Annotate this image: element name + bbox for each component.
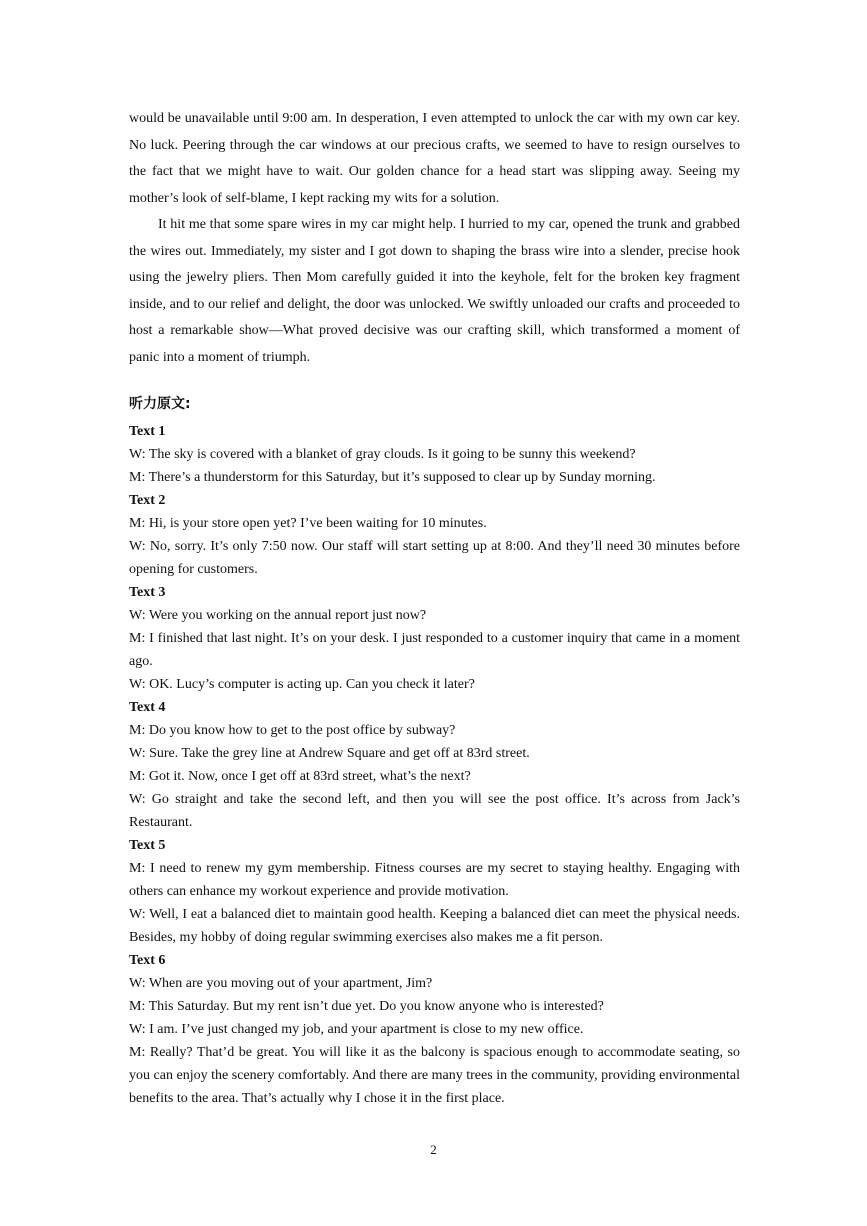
dialogue-line: W: When are you moving out of your apartment, Jim? <box>129 976 433 991</box>
dialogue-line: W: The sky is covered with a blanket of gray clouds. Is it going to be sunny this weekend? <box>129 447 636 462</box>
dialogue-line: W: Well, I eat a balanced diet to maintain good health. Keeping a balanced diet can meet the physical needs. Besides, my hobby of doing regular swimming exercises also makes me a fit person. <box>129 907 740 945</box>
text-heading: Text 1 <box>129 424 166 439</box>
dialogue-line: W: Were you working on the annual report just now? <box>129 608 427 623</box>
dialogue-line: M: Really? That’d be great. You will like it as the balcony is spacious enough to accommodate seating, so you can enjoy the scenery comfortably. And there are many trees in the community, providing environmental benefits to the area. That’s actually why I chose it in the first place. <box>129 1045 740 1106</box>
dialogue-line: M: This Saturday. But my rent isn’t due yet. Do you know anyone who is interested? <box>129 999 604 1014</box>
dialogue-line: W: Go straight and take the second left, and then you will see the post office. It’s across from Jack’s Restaurant. <box>129 792 740 830</box>
transcript-title: 听力原文: <box>129 396 191 412</box>
story-paragraph-2: It hit me that some spare wires in my car might help. I hurried to my car, opened the trunk and grabbed the wires out. Immediately, my sister and I got down to shaping the brass wire into a slender, precise hook using the jewelry pliers. Then Mom carefully guided it into the keyhole, felt for the broken key fragment inside, and to our relief and delight, the door was unlocked. We swiftly unloaded our crafts and proceeded to host a remarkable show—What proved decisive was our crafting skill, which transformed a moment of panic into a moment of triumph. <box>129 217 740 365</box>
dialogue-line: W: I am. I’ve just changed my job, and your apartment is close to my new office. <box>129 1022 584 1037</box>
text-section-3 <box>129 581 740 696</box>
dialogue-line: W: OK. Lucy’s computer is acting up. Can you check it later? <box>129 677 475 692</box>
listening-transcript <box>129 393 740 1110</box>
page-number: 2 <box>430 1142 437 1157</box>
text-section-5 <box>129 834 740 949</box>
dialogue-line: M: I need to renew my gym membership. Fitness courses are my secret to staying healthy. Engaging with others can enhance my workout experience and provide motivation. <box>129 861 740 899</box>
dialogue-line: M: Hi, is your store open yet? I’ve been waiting for 10 minutes. <box>129 516 487 531</box>
text-section-6 <box>129 949 740 1110</box>
text-section-4 <box>129 696 740 834</box>
text-heading: Text 6 <box>129 953 166 968</box>
text-section-1 <box>129 420 740 489</box>
dialogue-line: M: I finished that last night. It’s on your desk. I just responded to a customer inquiry that came in a moment ago. <box>129 631 740 669</box>
dialogue-line: W: Sure. Take the grey line at Andrew Square and get off at 83rd street. <box>129 746 530 761</box>
text-heading: Text 2 <box>129 493 166 508</box>
dialogue-line: W: No, sorry. It’s only 7:50 now. Our staff will start setting up at 8:00. And they’ll need 30 minutes before opening for customers. <box>129 539 740 577</box>
dialogue-line: M: There’s a thunderstorm for this Saturday, but it’s supposed to clear up by Sunday morning. <box>129 470 656 485</box>
text-heading: Text 4 <box>129 700 166 715</box>
dialogue-line: M: Do you know how to get to the post office by subway? <box>129 723 456 738</box>
text-heading: Text 5 <box>129 838 166 853</box>
text-heading: Text 3 <box>129 585 166 600</box>
text-section-2 <box>129 489 740 581</box>
story-paragraph-1: would be unavailable until 9:00 am. In desperation, I even attempted to unlock the car with my own car key. No luck. Peering through the car windows at our precious crafts, we seemed to have to resign ourselves to the fact that we might have to wait. Our golden chance for a head start was slipping away. Seeing my mother’s look of self-blame, I kept racking my wits for a solution. <box>129 111 740 206</box>
dialogue-line: M: Got it. Now, once I get off at 83rd street, what’s the next? <box>129 769 471 784</box>
